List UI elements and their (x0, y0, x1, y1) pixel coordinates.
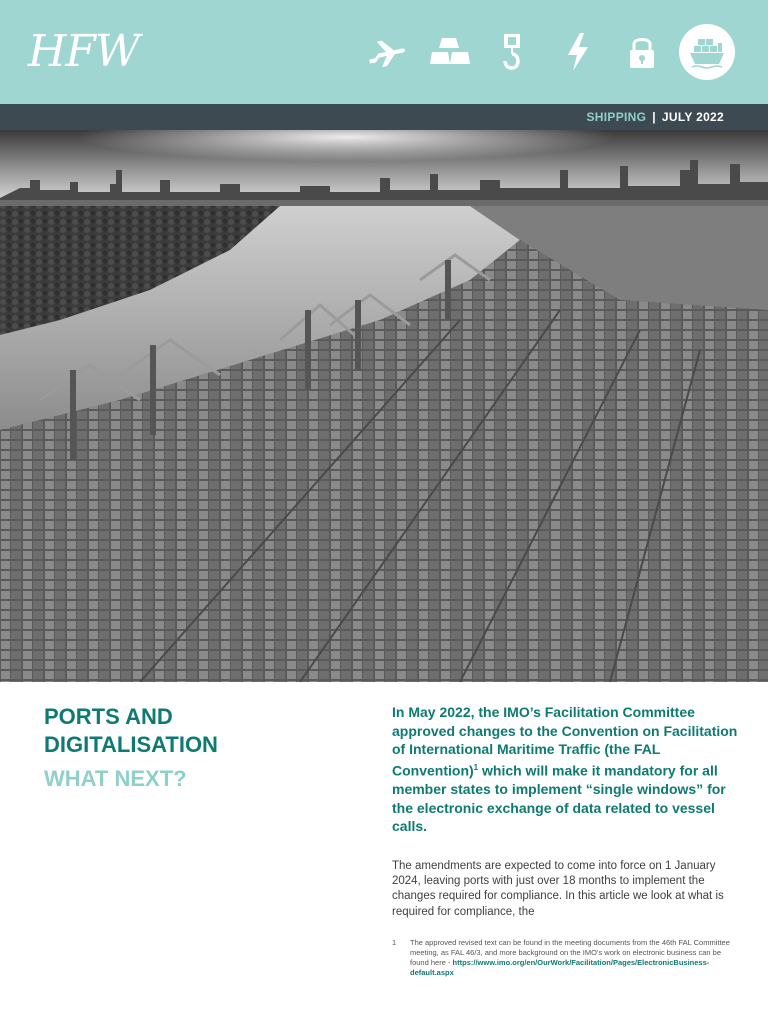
article-subtitle: WHAT NEXT? (44, 766, 187, 791)
energy-icon[interactable] (556, 30, 600, 74)
commodities-icon[interactable] (428, 30, 472, 74)
hfw-logo[interactable]: HFW (28, 26, 140, 77)
sector-label: SHIPPING (586, 110, 647, 124)
footnote-number: 1 (392, 938, 397, 947)
lead-text-part-2: which will make it mandatory for all member states to implement “single windows” for the electronic exchange of data related to vessel calls. (392, 762, 726, 835)
hero-image (0, 130, 768, 682)
separator: | (652, 110, 656, 124)
aviation-icon[interactable] (364, 30, 408, 74)
body-paragraph: The amendments are expected to come into force on 1 January 2024, leaving ports with just over 18 months to implement the changes required for compliance. In this article we look at what is required for compliance, the (392, 860, 724, 918)
footnote-ref[interactable]: 1 (473, 762, 479, 772)
construction-icon[interactable] (490, 30, 534, 74)
title-line-1: PORTS AND (44, 704, 173, 729)
section-meta (586, 104, 724, 130)
insurance-icon[interactable] (620, 30, 664, 74)
shipping-icon[interactable] (679, 24, 735, 80)
footnote-text: The approved revised text can be found in the meeting documents from the 46th FAL Committee meeting, as FAL 46/3, and more background on the IMO’s work on electronic business can be found here - (410, 938, 730, 967)
lead-text-part-1: In May 2022, the IMO’s Facilitation Committee approved changes to the Convention on Facilitation of International Maritime Traffic (the FAL Convention) (392, 704, 738, 779)
article-title (44, 703, 344, 759)
section-bar (0, 104, 768, 130)
header-bar (0, 0, 768, 104)
title-line-2: DIGITALISATION (44, 732, 218, 757)
footnote (392, 938, 732, 978)
footnote-text-block (410, 938, 732, 978)
footnote-link[interactable]: https://www.imo.org/en/OurWork/Facilitation/Pages/ElectronicBusiness-default.aspx (410, 958, 710, 977)
issue-date: JULY 2022 (661, 110, 724, 124)
lead-paragraph (392, 703, 742, 836)
